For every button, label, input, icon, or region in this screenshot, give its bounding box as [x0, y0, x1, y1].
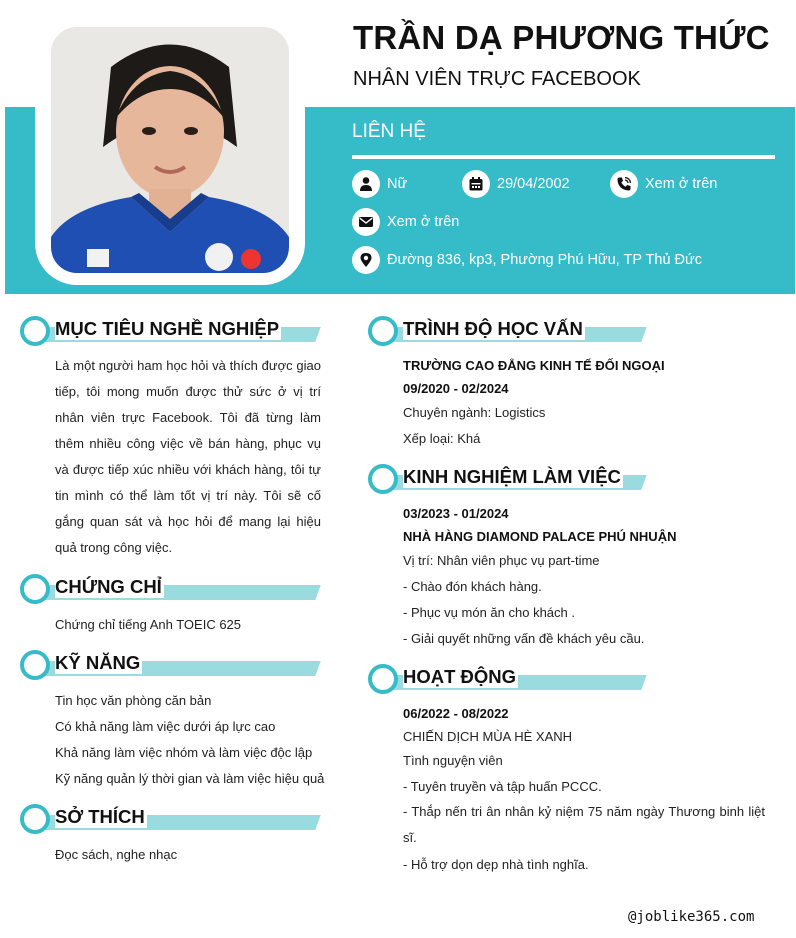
- hobbies-text: Đọc sách, nghe nhạc: [55, 847, 178, 862]
- contact-gender: [352, 170, 407, 198]
- skill-item: Kỹ năng quản lý thời gian và làm việc hiệu quả: [55, 771, 325, 786]
- section-title: KỸ NĂNG: [55, 652, 141, 673]
- footer-watermark: @joblike365.com: [628, 909, 755, 925]
- section-skills-heading: [20, 648, 322, 678]
- phone-value: Xem ở trên: [645, 176, 718, 192]
- certificate-item: Chứng chỉ tiếng Anh TOEIC 625: [55, 617, 242, 632]
- section-title: TRÌNH ĐỘ HỌC VẤN: [403, 318, 583, 339]
- phone-icon: [610, 170, 638, 198]
- skill-item: Tin học văn phòng căn bản: [55, 693, 212, 708]
- section-certificates-heading: [20, 572, 322, 602]
- section-title: MỤC TIÊU NGHỀ NGHIỆP: [55, 318, 280, 339]
- activity-item: - Hỗ trợ dọn dẹp nhà tình nghĩa.: [403, 857, 589, 872]
- skill-item: Có khả năng làm việc dưới áp lực cao: [55, 719, 276, 734]
- contact-address: [352, 246, 702, 274]
- education-major: Chuyên ngành: Logistics: [403, 405, 546, 420]
- calendar-icon: [462, 170, 490, 198]
- experience-duty: - Phục vụ món ăn cho khách .: [403, 605, 575, 620]
- section-bullet-icon: [368, 664, 398, 694]
- experience-duty: - Chào đón khách hàng.: [403, 579, 542, 594]
- experience-duty: - Giải quyết những vấn đề khách yêu cầu.: [403, 631, 645, 646]
- email-icon: [352, 208, 380, 236]
- objective-text: Là một người ham học hỏi và thích được giao tiếp, tôi mong muốn được thử sức ở vị trí nhân viên trực Facebook. Tôi đã từng làm thêm nhiều công việc về bán hàng, phục vụ và được tiếp xúc nhiều với khách hàng, tôi tự tin mình có thể làm tốt vị trí này. Tôi sẽ cố gắng quan sát và học hỏi để mang lại hiệu quả trong công việc.: [55, 358, 321, 555]
- experience-period: 03/2023 - 01/2024: [403, 506, 509, 521]
- activity-item: - Tuyên truyền và tập huấn PCCC.: [403, 779, 602, 794]
- email-value: Xem ở trên: [387, 214, 460, 230]
- location-icon: [352, 246, 380, 274]
- section-title: HOẠT ĐỘNG: [403, 666, 517, 687]
- contact-birthday: [462, 170, 570, 198]
- candidate-name: TRẦN DẠ PHƯƠNG THỨC: [353, 19, 770, 56]
- birthday-value: 29/04/2002: [497, 176, 570, 192]
- contact-phone: [610, 170, 717, 198]
- activity-item: - Thắp nến tri ân nhân kỷ niệm 75 năm ngày Thương binh liệt sĩ.: [403, 804, 765, 845]
- education-rank: Xếp loại: Khá: [403, 431, 481, 446]
- section-bullet-icon: [368, 316, 398, 346]
- section-education-heading: [368, 314, 648, 344]
- profile-photo-frame: [35, 11, 305, 285]
- section-hobbies-heading: [20, 802, 322, 832]
- person-icon: [352, 170, 380, 198]
- contact-divider: [352, 155, 775, 159]
- activity-name: CHIẾN DỊCH MÙA HÈ XANH: [403, 729, 573, 744]
- section-bullet-icon: [20, 574, 50, 604]
- education-period: 09/2020 - 02/2024: [403, 381, 509, 396]
- profile-photo: [51, 27, 289, 273]
- experience-company: NHÀ HÀNG DIAMOND PALACE PHÚ NHUẬN: [403, 529, 677, 544]
- section-title: KINH NGHIỆM LÀM VIỆC: [403, 466, 621, 487]
- education-school: TRƯỜNG CAO ĐẲNG KINH TẾ ĐỐI NGOẠI: [403, 358, 665, 373]
- section-activities-heading: [368, 662, 648, 692]
- job-title: NHÂN VIÊN TRỰC FACEBOOK: [353, 68, 641, 90]
- section-title: SỞ THÍCH: [55, 806, 145, 827]
- section-experience-heading: [368, 462, 648, 492]
- section-bullet-icon: [20, 650, 50, 680]
- activity-period: 06/2022 - 08/2022: [403, 706, 509, 721]
- section-title: CHỨNG CHỈ: [55, 576, 162, 597]
- section-bullet-icon: [368, 464, 398, 494]
- contact-heading: LIÊN HỆ: [352, 121, 426, 142]
- skill-item: Khả năng làm việc nhóm và làm việc độc lập: [55, 745, 313, 760]
- gender-value: Nữ: [387, 176, 408, 192]
- contact-email: [352, 208, 459, 236]
- address-value: Đường 836, kp3, Phường Phú Hữu, TP Thủ Đức: [387, 252, 702, 268]
- section-bullet-icon: [20, 804, 50, 834]
- experience-position: Vị trí: Nhân viên phục vụ part-time: [403, 553, 600, 568]
- section-objective-heading: [20, 314, 322, 344]
- activity-role: Tình nguyện viên: [403, 753, 503, 768]
- section-bullet-icon: [20, 316, 50, 346]
